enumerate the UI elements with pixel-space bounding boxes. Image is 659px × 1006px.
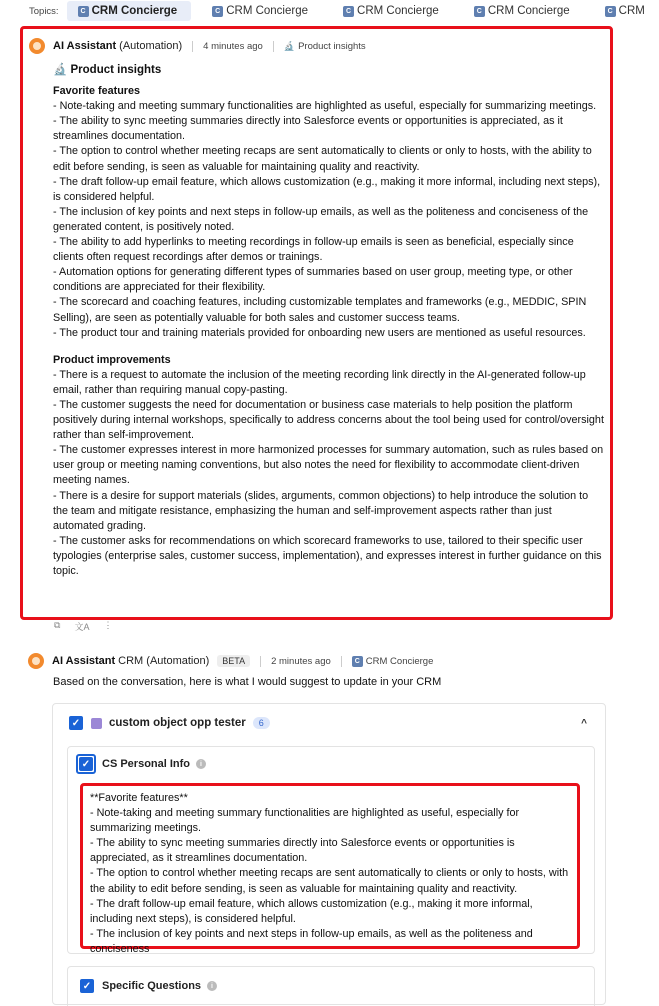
field-label: Specific Questions bbox=[102, 980, 202, 992]
divider bbox=[192, 41, 193, 52]
crm-icon: C bbox=[78, 6, 89, 17]
message-body bbox=[23, 63, 610, 579]
author-role: CRM (Automation) bbox=[118, 655, 210, 667]
list-item: - The customer asks for recommendations on which scorecard frameworks to use, tailored to their specific user typologies (enterprise sales, customer success, implementation), and expresses interest in further guidance on this topic. bbox=[53, 534, 602, 577]
favorite-features-heading: Favorite features bbox=[53, 85, 141, 98]
textarea-line: **Favorite features** bbox=[90, 792, 188, 804]
field-checkbox[interactable]: ✓ bbox=[79, 757, 93, 771]
object-checkbox[interactable]: ✓ bbox=[69, 716, 83, 730]
textarea-line: - The ability to sync meeting summaries directly into Salesforce events or opportunities is appreciated, as it streamlines documentation. bbox=[90, 837, 515, 865]
textarea-line: - The draft follow-up email feature, which allows customization (e.g., making it more informal, including next steps), is considered helpful. bbox=[90, 897, 533, 925]
field-header bbox=[68, 747, 594, 781]
list-item: - Automation options for generating different types of summaries based on user group, meeting type, or other conditions are appreciated for their flexibility. bbox=[53, 266, 573, 294]
object-icon bbox=[91, 718, 102, 729]
divider bbox=[341, 656, 342, 667]
crm-suggestion-message bbox=[28, 650, 608, 688]
divider bbox=[273, 41, 274, 52]
crm-object-panel bbox=[52, 703, 606, 1005]
topic-chip-2[interactable] bbox=[201, 1, 322, 21]
chevron-up-icon[interactable]: ^ bbox=[581, 717, 587, 729]
assistant-avatar-icon bbox=[28, 653, 44, 669]
topic-chip-label: CRM Concierge bbox=[226, 5, 309, 17]
field-card-specific-questions bbox=[67, 966, 595, 1006]
message-header bbox=[29, 36, 610, 56]
topic-chip-label: CRM Concierge bbox=[357, 5, 439, 17]
list-item: - The ability to add hyperlinks to meeting recordings in follow-up emails is seen as beneficial, especially since clients often request recordings after demos or trainings. bbox=[53, 236, 574, 264]
list-item: - The inclusion of key points and next steps in follow-up emails, as well as the politeness and conciseness of the generated content, is positively noted. bbox=[53, 205, 589, 233]
field-label: CS Personal Info bbox=[102, 758, 191, 770]
list-item: - There is a request to automate the inclusion of the meeting recording link directly in the AI-generated follow-up email, rather than requiring manual copy-pasting. bbox=[53, 368, 586, 396]
field-header bbox=[68, 967, 594, 1005]
field-value-textarea[interactable] bbox=[80, 783, 580, 955]
topic-chip-5[interactable] bbox=[594, 1, 659, 21]
topic-chip-label: CRM bbox=[618, 5, 645, 17]
section-title-text: Product insights bbox=[70, 64, 162, 76]
topic-chip-3[interactable] bbox=[332, 1, 453, 21]
suggestion-intro: Based on the conversation, here is what I would suggest to update in your CRM bbox=[53, 676, 442, 688]
field-card-cs-personal-info bbox=[67, 746, 595, 954]
list-item: - The customer suggests the need for documentation or business case materials to help position the platform positively during internal workshops, specifically to address concerns about the tool being used for control/oversight rather than self-improvement. bbox=[53, 398, 604, 442]
textarea-line: - The inclusion of key points and next steps in follow-up emails, as well as the politeness and conciseness bbox=[90, 927, 533, 955]
crm-icon: C bbox=[212, 6, 223, 17]
topic-chip-4[interactable] bbox=[463, 1, 584, 21]
crm-icon: C bbox=[343, 6, 354, 17]
topic-chip-label: CRM Concierge bbox=[487, 5, 570, 17]
info-icon[interactable]: i bbox=[207, 981, 217, 991]
message-tag: Product insights bbox=[298, 40, 366, 52]
topics-bar bbox=[0, 0, 645, 22]
microscope-icon: 🔬 bbox=[283, 40, 296, 51]
topic-chip-label: CRM Concierge bbox=[91, 5, 178, 17]
translate-icon[interactable]: 文A bbox=[74, 622, 90, 632]
topic-chip-1[interactable] bbox=[67, 1, 192, 21]
microscope-icon: 🔬 bbox=[53, 64, 71, 76]
product-insights-message bbox=[20, 26, 613, 620]
crm-icon: C bbox=[352, 656, 363, 667]
spacer bbox=[53, 341, 604, 353]
topics-label: Topics: bbox=[29, 5, 59, 17]
field-checkbox[interactable]: ✓ bbox=[80, 979, 94, 993]
message-time: 4 minutes ago bbox=[203, 40, 263, 52]
divider bbox=[260, 656, 261, 667]
list-item: - Note-taking and meeting summary functionalities are highlighted as useful, especially for summarizing meetings. bbox=[53, 100, 597, 113]
message-actions bbox=[54, 620, 112, 633]
author-role: (Automation) bbox=[119, 40, 183, 52]
more-options-icon[interactable]: ⋮ bbox=[103, 620, 113, 630]
object-name: custom object opp tester bbox=[109, 717, 246, 729]
list-item: - The ability to sync meeting summaries directly into Salesforce events or opportunities is appreciated, as it streamlines documentation. bbox=[53, 115, 563, 143]
crm-icon: C bbox=[474, 6, 485, 17]
crm-icon: C bbox=[605, 6, 616, 17]
message-header bbox=[28, 650, 608, 672]
list-item: - There is a desire for support materials (slides, arguments, common objections) to help introduce the solution to the team and mitigate resistance, emphasizing the human and self-improvement aspects rather than just automated grading. bbox=[53, 489, 589, 532]
message-time: 2 minutes ago bbox=[271, 655, 331, 667]
list-item: - The draft follow-up email feature, which allows customization (e.g., making it more informal, including next steps), is considered helpful. bbox=[53, 175, 601, 203]
list-item: - The scorecard and coaching features, including customizable templates and frameworks (e.g., MEDDIC, SPIN Selling), are seen as potentially valuable for both sales and customer success teams. bbox=[53, 296, 587, 324]
list-item: - The product tour and training materials provided for onboarding new users are mentioned as useful resources. bbox=[53, 326, 586, 339]
field-checkbox-focus-ring[interactable] bbox=[76, 754, 96, 774]
textarea-line: - The option to control whether meeting recaps are sent automatically to clients or only to hosts, with the ability to edit before sending, is seen as valuable for maintaining quality and reactivity. bbox=[90, 867, 569, 895]
beta-badge: BETA bbox=[217, 655, 250, 667]
message-tag: CRM Concierge bbox=[365, 655, 434, 667]
field-count-badge: 6 bbox=[253, 717, 270, 729]
copy-icon[interactable]: ⧉ bbox=[54, 620, 61, 630]
info-icon[interactable]: i bbox=[196, 759, 206, 769]
author-name: AI Assistant bbox=[53, 40, 117, 52]
object-header[interactable] bbox=[53, 704, 605, 742]
assistant-avatar-icon bbox=[29, 38, 45, 54]
author-name: AI Assistant bbox=[52, 655, 116, 667]
product-improvements-heading: Product improvements bbox=[53, 353, 171, 366]
section-title bbox=[53, 63, 604, 78]
list-item: - The customer expresses interest in more harmonized processes for summary automation, such as rules based on user group or meeting naming conventions, but also notes the need for flexibility to accommodate client-driven meeting names. bbox=[53, 444, 604, 487]
textarea-line: - Note-taking and meeting summary functionalities are highlighted as useful, especially for summarizing meetings. bbox=[90, 807, 520, 835]
list-item: - The option to control whether meeting recaps are sent automatically to clients or only to hosts, with the ability to edit before sending, is seen as valuable for maintaining quality and reactivity. bbox=[53, 145, 592, 173]
